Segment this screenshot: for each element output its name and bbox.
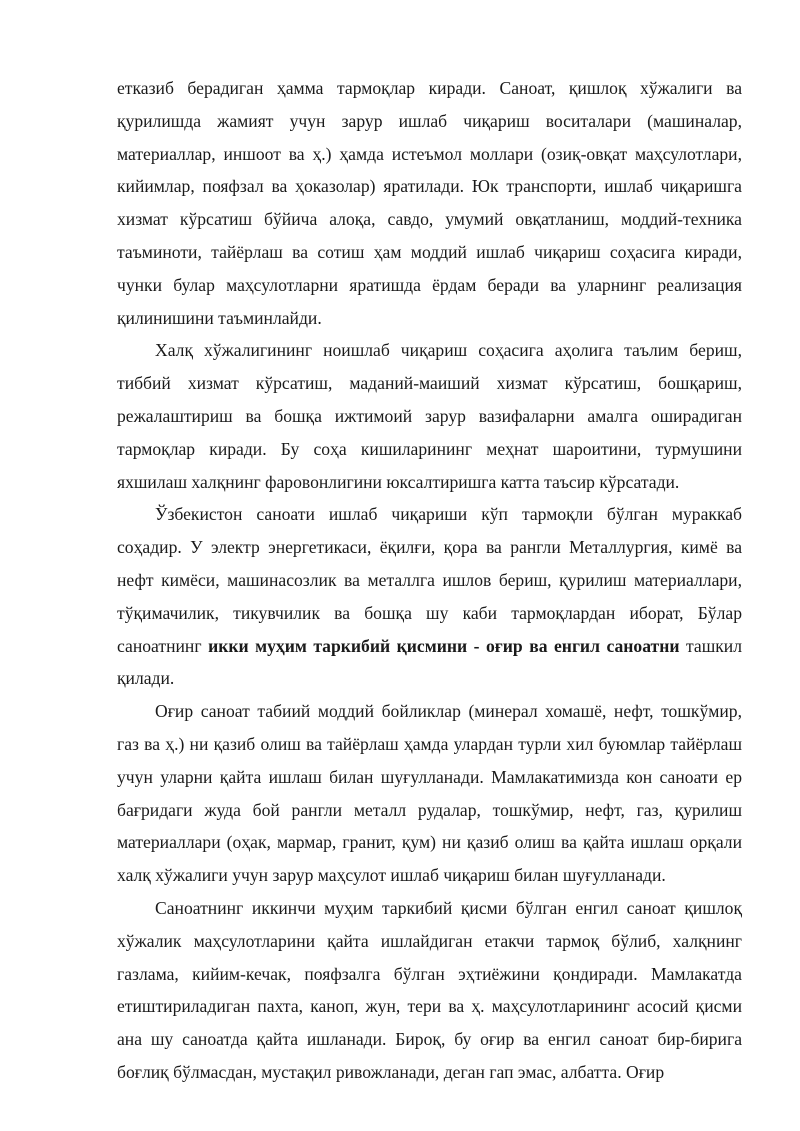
paragraph-2 — [117, 334, 742, 498]
paragraph-text: Оғир саноат табиий моддий бойликлар (минерал хомашё, нефт, тошкўмир, газ ва ҳ.) ни қазиб олиш ва тайёрлаш ҳамда улардан турли хил буюмлар тайёрлаш учун уларни қайта ишлаш билан шуғулланади. Мамлакатимизда кон саноати ер бағридаги жуда бой рангли металл рудалар, тошкўмир, нефт, газ, қурилиш материаллари (оҳак, мармар, гранит, қум) ни қазиб олиш ва қайта ишлаш орқали халқ хўжалиги учун зарур маҳсулот ишлаб чиқариш билан шуғулланади. — [117, 701, 742, 886]
paragraph-1 — [117, 72, 742, 334]
paragraph-text: ташкил қилади. — [117, 635, 742, 689]
paragraph-5 — [117, 892, 742, 1089]
paragraph-text: етказиб берадиган ҳамма тармоқлар киради. Саноат, қишлоқ хўжалиги ва қурилишда жамият учун зарур ишлаб чиқариш воситалари (машиналар, материаллар, иншоот ва ҳ.) ҳамда истеъмол моллари (озиқ-овқат маҳсулотлари, кийимлар, пояфзал ва ҳоказолар) яратилади. Юк транспорти, ишлаб чиқаришга хизмат кўрсатиш бўйича алоқа, савдо, умумий овқатланиш, моддий-техника таъминоти, тайёрлаш ва сотиш ҳам моддий ишлаб чиқариш соҳасига киради, чунки булар маҳсулотларни яратишда ёрдам беради ва уларнинг реализация қилинишини таъминлайди. — [117, 78, 742, 328]
paragraph-3 — [117, 498, 742, 695]
paragraph-4 — [117, 695, 742, 892]
paragraph-text: Халқ хўжалигининг ноишлаб чиқариш соҳасига аҳолига таълим бериш, тиббий хизмат кўрсатиш, маданий-маиший хизмат кўрсатиш, бошқариш, режалаштириш ва бошқа ижтимоий зарур вазифаларни амалга оширадиган тармоқлар киради. Бу соҳа кишиларининг меҳнат шароитини, турмушини яхшилаш халқнинг фаровонлигини юксалтиришга катта таъсир кўрсатади. — [117, 340, 742, 492]
bold-emphasis: икки муҳим таркибий қисмини - оғир ва енгил саноатни — [208, 635, 680, 656]
paragraph-text: Ўзбекистон саноати ишлаб чиқариши кўп тармоқли бўлган мураккаб соҳадир. У электр энергетикаси, ёқилғи, қора ва рангли Металлургия, кимё ва нефт кимёси, машинасозлик ва металлга ишлов бериш, қурилиш материаллари, тўқимачилик, тикувчилик ва бошқа шу каби тармоқлардан иборат, Бўлар саноатнинг — [117, 504, 742, 656]
document-page — [117, 72, 742, 1089]
paragraph-text: Саноатнинг иккинчи муҳим таркибий қисми бўлган енгил саноат қишлоқ хўжалик маҳсулотларини қайта ишлайдиган етакчи тармоқ бўлиб, халқнинг газлама, кийим-кечак, пояфзалга бўлган эҳтиёжини қондиради. Мамлакатда етиштириладиган пахта, каноп, жун, тери ва ҳ. маҳсулотларининг асосий қисми ана шу саноатда қайта ишланади. Бироқ, бу оғир ва енгил саноат бир-бирига боғлиқ бўлмасдан, мустақил ривожланади, деган гап эмас, албатта. Оғир — [117, 897, 742, 1082]
